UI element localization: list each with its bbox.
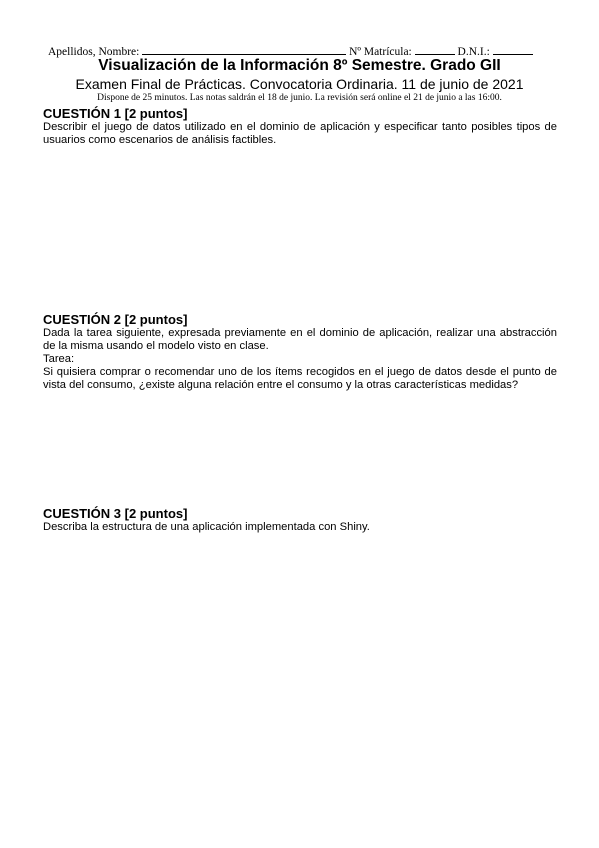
matricula-blank[interactable] xyxy=(415,44,455,55)
matricula-label: Nº Matrícula: xyxy=(349,46,412,58)
question-3-text: Describa la estructura de una aplicación implementada con Shiny. xyxy=(43,521,370,533)
question-1 xyxy=(43,106,557,147)
name-label: Apellidos, Nombre: xyxy=(48,46,140,58)
name-blank[interactable] xyxy=(142,44,346,55)
question-2 xyxy=(43,312,557,392)
question-3-heading: CUESTIÓN 3 [2 puntos] xyxy=(43,506,188,521)
question-1-heading: CUESTIÓN 1 [2 puntos] xyxy=(43,106,188,121)
question-2-text: Dada la tarea siguiente, expresada previamente en el dominio de aplicación, realizar una abstracción de la misma usando el modelo visto en clase. xyxy=(43,327,557,352)
dni-blank[interactable] xyxy=(493,44,533,55)
dni-label: D.N.I.: xyxy=(457,46,490,58)
student-info-line xyxy=(48,44,554,58)
exam-subtitle: Examen Final de Prácticas. Convocatoria Ordinaria. 11 de junio de 2021 xyxy=(75,76,524,92)
question-2-heading: CUESTIÓN 2 [2 puntos] xyxy=(43,312,188,327)
question-1-text: Describir el juego de datos utilizado en el dominio de aplicación y especificar tanto posibles tipos de usuarios como escenarios de análisis factibles. xyxy=(43,121,557,146)
question-2-task-text: Si quisiera comprar o recomendar uno de los ítems recogidos en el juego de datos desde el punto de vista del consumo, ¿existe alguna relación entre el consumo y la otras características medidas? xyxy=(43,366,557,391)
exam-note: Dispone de 25 minutos. Las notas saldrán el 18 de junio. La revisión será online el 21 de junio a las 16:00. xyxy=(97,93,502,103)
question-3 xyxy=(43,506,557,534)
exam-title: Visualización de la Información 8º Semestre. Grado GII xyxy=(98,57,501,74)
question-2-task-label: Tarea: xyxy=(43,353,75,365)
